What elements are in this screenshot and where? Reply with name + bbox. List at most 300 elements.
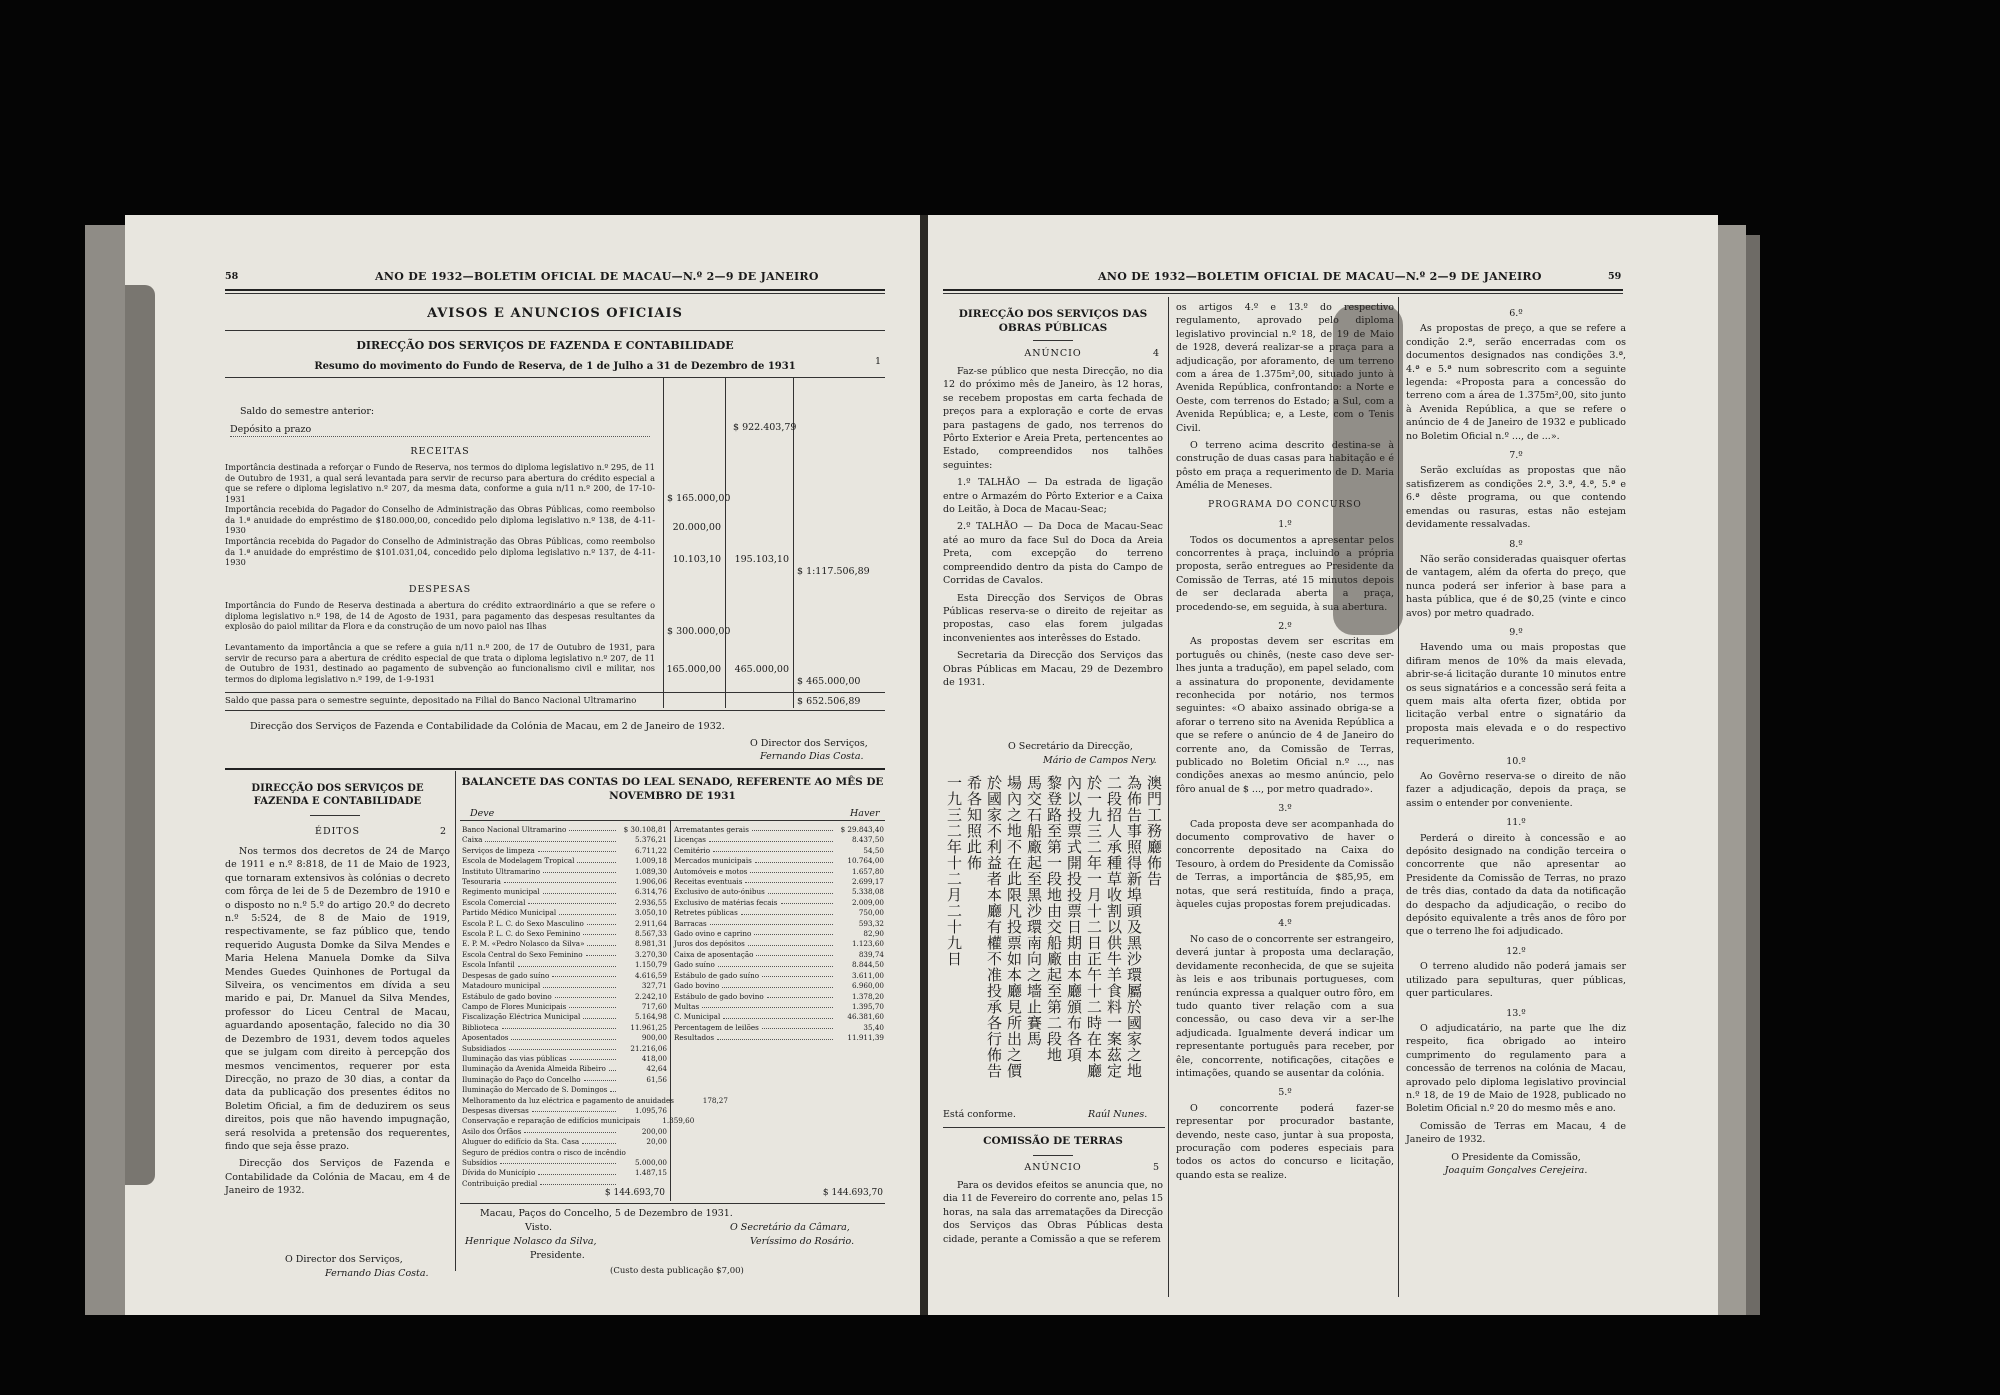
ledger-account: Dívida do Município [462,1168,536,1178]
ledger-account: Escola Infantil [462,960,515,970]
ledger-row [674,929,884,939]
dot-leader [610,1085,616,1091]
table-rule [225,692,885,693]
ledger-amount: 3.050,10 [634,908,667,918]
ledger-row [462,1012,667,1022]
ledger-account: Escola P. L. C. do Sexo Masculino [462,918,584,928]
ledger-account: Instituto Ultramarino [462,866,541,876]
table-rule [225,710,885,711]
condition-text: O terreno aludido não poderá jamais ser utilizado para sepulturas, quer públicas, quer particulares. [1406,961,1626,1000]
ledger-amount: $ 30.108,81 [623,825,667,834]
ledger-amount: 11.911,39 [847,1033,884,1043]
condition-number: 10.º [1506,755,1526,767]
obras-dept: DIRECÇÃO DOS SERVIÇOS DAS OBRAS PÚBLICAS [958,308,1148,334]
header-rule [943,289,1623,291]
dot-leader [543,867,616,873]
ledger-amount [632,1148,680,1158]
obras-paragraph: 1.º TALHÃO — Da estrada de ligação entre o Armazém do Pôrto Exterior e a Caixa do Leitão, à Doca de Macau-Seac; [943,477,1163,516]
header-rule-2 [225,293,885,294]
editos-date: Direcção dos Serviços de Fazenda e Contabilidade da Colónia de Macau, em 4 de Janeiro de 1932. [225,1158,450,1197]
ledger-account: Asilo dos Órfãos [462,1126,522,1136]
summary-title: Resumo do movimento do Fundo de Reserva, de 1 de Julho a 31 de Dezembro de 1931 [314,361,796,372]
dot-leader [528,898,616,904]
dot-leader [723,1012,833,1018]
obras-paragraph: 2.º TALHÃO — Da Doca de Macau-Seac até ao muro da face Sul do Doca da Areia Preta, com excepção do terreno compreendido dentro da pista do Campo de Corridas de Cavalos. [943,521,1163,587]
ledger-row [462,1116,695,1126]
commission-title: COMISSÃO DE TERRAS [983,1135,1123,1147]
condition-number: 8.º [1509,538,1523,550]
ledger-row [674,1033,884,1043]
ledger-amount: 42,64 [646,1064,667,1074]
ledger-row [674,898,884,908]
ledger-row [462,939,667,949]
condition-text: Todos os documentos a apresentar pelos concorrentes à praça, incluindo a própria proposta, serão entregues ao Presidente da Comissão de Terras, até 15 minutos depois de ser declarada aberta a praça, procedendo-se, em seguida, à sua abertura. [1176,534,1394,613]
ledger-account: Despesas diversas [462,1105,529,1115]
ledger-row [462,1095,728,1106]
condition-number: 3.º [1278,803,1292,815]
editos-body [225,845,450,1202]
ledger-row [462,898,667,908]
ledger-account: Subsídios [462,1158,498,1167]
balancete-title: BALANCETE DAS CONTAS DO LEAL SENADO, REFERENTE AO MÊS DE NOVEMBRO DE 1931 [461,776,884,802]
despesa-item: Importância do Fundo de Reserva destinada a abertura do crédito extraordinário a que se refere o diploma legislativo n.º 198, de 14 de Agosto de 1931, para pagamento das despesas resultantes da explosão do paiol militar da Flora e da construção de um novo paiol nas Ilhas [225,600,655,631]
ledger-row [674,919,884,929]
dot-leader [756,950,833,956]
condition-number: 4.º [1278,918,1292,930]
ledger-row [674,939,884,949]
ledger-row [462,1023,667,1033]
ledger-amount: 10.764,00 [847,856,884,866]
ledger-amount: 6.711,22 [634,845,667,855]
ledger-account: Aposentados [462,1033,509,1043]
editos-rule [310,815,360,816]
haver-list [674,825,884,1044]
ledger-account: Conservação e reparação de edifícios municipais [462,1116,641,1126]
condition-text: Não serão consideradas quaisquer ofertas de vantagem, além da oferta do preço, que nunca poderá ser inferior à base para a hasta pública, que é de $0,25 (vinte e cinco avos) por metro quadrado. [1406,553,1626,619]
header-rule [225,289,885,291]
condition-text: No caso de o concorrente ser estrangeiro, deverá juntar à proposta uma declaração, devidamente reconhecida, de que se sujeita às leis e aos tribunais portugueses, com renúncia expressa a qualquer outro fôro, em tudo quanto tiver relação com a sua concessão, ou caso deva vir a ser-lhe adjudicada. Igualmente deverá indicar um representante português para receber, por êle, concorrente, notificações, citações e intimações, quando se ausentar da colónia. [1176,933,1394,1079]
ledger-row [674,971,884,981]
ledger-account: Barracas [674,918,707,928]
condition-number: 6.º [1509,308,1523,319]
saldo-final-label: Saldo que passa para o semestre seguinte, depositado na Filial do Banco Nacional Ultramarino [225,696,637,706]
ledger-account: Tesouraria [462,877,501,887]
deposito-value: $ 922.403,79 [733,422,797,433]
condition-text: Cada proposta deve ser acompanhada do documento comprovativo de haver o concorrente depositado na Caixa do Tesouro, à ordem do Presidente da Comissão de Terras, a importância de $85,95, em notas, que será restituída, findo a praça, àqueles cujas propostas forem prejudicadas. [1176,818,1394,911]
chinese-column: 澳門工務廳佈告 [1145,775,1163,887]
saldo-label: Saldo do semestre anterior: [240,406,375,417]
dot-leader [518,960,616,966]
dot-leader [710,919,833,925]
ledger-row [674,1012,884,1022]
ledger-amount: 1.089,30 [634,866,667,876]
ledger-account: Escola Central do Sexo Feminino [462,949,583,959]
chinese-column: 希各知照此佈 [965,775,983,871]
ledger-amount: 8.437,50 [851,835,884,845]
receitas-title: RECEITAS [410,446,470,457]
dot-leader [524,1127,616,1133]
dot-leader [485,835,616,841]
ledger-row [674,835,884,845]
right-page [928,215,1718,1315]
dot-leader [713,846,833,852]
ledger-row [462,960,667,970]
dot-leader [702,1002,833,1008]
ledger-account: Iluminação das vias públicas [462,1053,567,1063]
ledger-account: Resultados [674,1033,715,1043]
dot-leader [509,1044,616,1050]
obras-number: 4 [1153,348,1160,359]
obras-paragraph: Faz-se público que nesta Direcção, no dia 12 do próximo mês de Janeiro, às 12 horas, se recebem propostas em carta fechada de preços para a exploração e corte de ervas para pastagens de gado, nos terrenos do Pôrto Exterior e Areia Preta, pertencentes ao Estado, compreendidos nos talhões seguintes: [943,366,1163,471]
ledger-amount: 1.359,60 [662,1116,695,1126]
dot-leader [543,887,616,893]
ledger-account: Estábulo de gado bovino [674,991,764,1001]
dot-leader [569,825,616,831]
dot-leader [718,960,833,966]
ledger-row [462,856,667,866]
receitas-items [225,462,655,568]
dot-leader [538,1168,616,1174]
ledger-amount: 20,00 [646,1137,667,1147]
ledger-row [674,950,884,960]
chinese-notice [943,775,1163,1105]
chinese-column: 於一九三二年一月十二日正午十二時在本廳 [1085,775,1103,1079]
page-edges [1746,235,1760,1315]
ledger-account: Fiscalização Eléctrica Municipal [462,1012,581,1022]
dot-leader [504,877,616,883]
condition-number: 12.º [1506,945,1526,957]
ledger-account: Campo de Flores Municipais [462,1001,567,1011]
dot-leader [741,908,833,914]
book-gutter [920,215,928,1315]
dot-leader [762,1023,833,1029]
signer-name: Fernando Dias Costa. [760,751,864,762]
ledger-amount: 2.009,00 [851,897,884,907]
condition-text: As propostas de preço, a que se refere a condição 2.ª, serão encerradas com os documentos designados nas condições 3.ª, 4.ª e 5.ª num sobrescrito com a seguinte legenda: «Proposta para a concessão do terreno com a área de 1.375m²,00, sito junto à Avenida República, a que se refere o anúncio de 4 de Janeiro de 1932 e publicado no Boletim Oficial n.º ..., de ...». [1406,323,1626,442]
ledger-amount: 3.270,30 [634,949,667,959]
balancete-visto: Visto. [525,1222,552,1233]
dot-leader [750,867,833,873]
ledger-account: Melhoramento da luz eléctrica e pagamento de anuidades [462,1095,674,1105]
commission-number: 5 [1153,1162,1160,1173]
ledger-row [462,877,667,887]
balancete-president-name: Henrique Nolasco da Silva, [465,1236,597,1247]
ledger-row [462,1137,667,1147]
ledger-amount: 327,71 [641,981,667,991]
chinese-column: 黎登路至第一段地由交船廠起至第二段地 [1045,775,1063,1063]
ledger-amount: 61,56 [646,1074,667,1084]
deve-total: $ 144.693,70 [604,1188,665,1198]
ledger-row [462,1044,667,1054]
chinese-column: 內以投票式開投投票日期由本廳頒布各項 [1065,775,1083,1063]
ledger-row [674,825,884,835]
despesa-item: Levantamento da importância a que se refere a guia n/11 n.º 200, de 17 de Outubro de 1931, para servir de recurso para a abertura de crédito especial de que trata o diploma legislativo n.º 207, de 11 de Outubro de 1931, destinado ao pagamento de subvenção ao funcionalismo civil e militar, nos termos do diploma legislativo n.º 199, de 1-9-1931 [225,642,655,684]
ledger-row [462,867,667,877]
receita-value: $ 165.000,00 [667,493,731,504]
ledger-amount: 2.242,10 [634,991,667,1001]
ledger-account: Iluminação do Paço do Concelho [462,1074,581,1084]
dot-leader [609,1064,616,1070]
dot-leader [781,898,834,904]
ledger-amount: 54,50 [863,845,884,855]
balancete-rule [460,820,885,821]
dot-leader [709,835,833,841]
condition-number: 1.º [1278,519,1292,531]
despesas-grand: $ 465.000,00 [797,676,861,687]
dot-leader [555,992,616,998]
condition-text: O adjudicatário, na parte que lhe diz respeito, fica obrigado ao inteiro cumprimento do regulamento para a concessão de terrenos na colónia de Macau, aprovado pelo diploma legislativo provincial n.º 18, de 19 de Maio de 1928, publicado no Boletim Oficial n.º 20 do mesmo mês e ano. [1406,1022,1626,1115]
ledger-account: Partido Médico Municipal [462,908,557,918]
ledger-account: Seguro de prédios contra o risco de incêndio [462,1147,626,1157]
dot-leader [569,1002,616,1008]
ledger-amount: 750,00 [858,908,884,918]
ledger-row [462,1148,667,1158]
ledger-amount: 11.961,25 [630,1022,667,1032]
dot-leader [570,1054,616,1060]
condition-text: As propostas devem ser escritas em português ou chinês, (neste caso deve ser-lhes junta a tradução), em papel selado, com a assinatura do proponente, devidamente reconhecida por notário, nos termos seguintes: «O abaixo assinado obriga-se a aforar o terreno sito na Avenida República a que se refere o anúncio de 4 de Janeiro do corrente ano, da Comissão de Terras, publicado no Boletim Oficial n.º ..., nas condições anexas ao mesmo anúncio, pelo fôro anual de $ ..., por metro quadrado». [1176,636,1394,795]
ledger-amount: 593,32 [858,918,884,928]
dot-leader [767,992,833,998]
ledger-amount: 21.216,06 [630,1043,667,1053]
ledger-account: Escola Comercial [462,897,526,907]
receitas-grand: $ 1:117.506,89 [797,566,870,577]
dot-leader [587,939,616,945]
ledger-row [462,1158,667,1168]
ledger-row [674,887,884,897]
ledger-account: Iluminação do Mercado de S. Domingos [462,1085,608,1095]
commission-body [943,1179,1163,1250]
condition-text: Perderá o direito à concessão e ao depósito designado na condição terceira o concorrente que não apresentar ao Presidente da Comissão de Terras, no prazo de três dias, contado da data da notificação do despacho da adjudicação, o recibo do depósito equivalente a três anos de fôro por que o terreno lhe foi adjudicado. [1406,832,1626,938]
ledger-account: Multas [674,1001,700,1011]
ledger-amount: 46.381,60 [847,1012,884,1022]
ledger-amount: 839,74 [858,949,884,959]
column-divider [1168,297,1169,1297]
dot-leader [755,856,833,862]
condition-number: 11.º [1506,817,1526,829]
programa-title: PROGRAMA DO CONCURSO [1208,499,1362,510]
saldo-final-value: $ 652.506,89 [797,696,861,707]
terras-date: Comissão de Terras em Macau, 4 de Janeiro de 1932. [1406,1120,1626,1146]
ledger-row [462,825,667,835]
condition-number: 13.º [1506,1007,1526,1019]
programa-items [1406,307,1626,1116]
receita-item: Importância recebida do Pagador do Conselho de Administração das Obras Públicas, como reembolso da 1.ª anuidade do empréstimo de $180.000,00, concedido pelo diploma legislativo n.º 138, de 4-11-1930 [225,504,655,535]
ledger-account: Despesas de gado suíno [462,970,550,980]
ledger-account: Estábulo de gado suíno [674,970,760,980]
obras-signer-name: Mário de Campos Nery. [1043,755,1157,766]
ledger-account: Gado bovino [674,981,720,991]
ledger-amount: 8.567,33 [634,929,667,939]
dot-leader [754,929,833,935]
ledger-row [462,992,667,1002]
deposito-label: Depósito a prazo [230,423,650,437]
dot-leader [582,1137,616,1143]
header-rule-2 [943,293,1623,294]
page-edges [85,225,125,1315]
ledger-row [462,981,667,991]
ledger-row [462,887,667,897]
ledger-account: Exclusivo de matérias fecais [674,897,778,907]
chinese-column: 為佈告事照得新埠頭及黑沙環屬於國家之地 [1125,775,1143,1079]
ledger-amount: 5.338,08 [851,887,884,897]
ledger-amount: 1.378,20 [851,991,884,1001]
ledger-account: Gado suíno [674,960,715,970]
ledger-account: Escola P. L. C. do Sexo Feminino [462,929,581,939]
ledger-row [462,929,667,939]
ledger-amount: 8.844,50 [851,960,884,970]
ledger-amount: 1.906,06 [634,877,667,887]
ledger-row [462,950,667,960]
chinese-column: 於國家不利益者本廳有權不准投承各行佈告 [985,775,1003,1079]
page-edges [1718,225,1746,1315]
despesas-title: DESPESAS [408,584,472,595]
ledger-row [674,960,884,970]
table-divider [663,378,664,708]
dot-leader [586,950,616,956]
receita-value: 20.000,00 [672,522,721,533]
ledger-account: Estábulo de gado bovino [462,991,552,1001]
condition-number: 7.º [1509,450,1523,462]
ledger-account: E. P. M. «Pedro Nolasco da Silva» [462,939,585,949]
dot-leader [748,939,833,945]
table-divider [725,378,726,708]
ledger-account: Escola de Modelagem Tropical [462,856,575,866]
terras-signer-title: O Presidente da Comissão, [1451,1151,1581,1163]
chinese-column: 場內之地不在此限凡投票如本廳見所出之價 [1005,775,1023,1079]
ledger-row [462,835,667,845]
chinese-column: 馬交石船廠起至黑沙環南向之墻止賽馬 [1025,775,1043,1047]
balancete-deve: Deve [470,808,495,819]
dot-leader [752,825,833,831]
dot-leader [540,1179,616,1185]
receita-item: Importância destinada a reforçar o Fundo de Reserva, nos termos do diploma legislativo n.º 295, de 11 de Outubro de 1931, a qual será levantada para servir de recurso para abertura do crédito especial a que se refere o diploma legislativo n.º 207, da mesma data, conforme a guia n/11 n.º 200, de 17-10-1931 [225,462,655,504]
ledger-account: Matadouro municipal [462,981,541,991]
haver-total: $ 144.693,70 [822,1188,883,1198]
ledger-amount: 35,40 [863,1022,884,1032]
ledger-amount: 1.123,60 [851,939,884,949]
despesas-total: 465.000,00 [734,664,789,675]
ledger-account: Iluminação da Avenida Almeida Ribeiro [462,1064,606,1074]
dot-leader [583,1012,616,1018]
ledger-amount: 1.150,79 [634,960,667,970]
date-line: Direcção dos Serviços de Fazenda e Contabilidade da Colónia de Macau, em 2 de Janeiro de 1932. [250,721,725,732]
dot-leader [768,887,833,893]
ledger-account: Arrematantes gerais [674,825,749,834]
dot-leader [500,1158,616,1164]
obras-rule [1033,340,1073,341]
running-head: ANO DE 1932—BOLETIM OFICIAL DE MACAU—N.º 2—9 DE JANEIRO [1098,270,1542,283]
ledger-row [674,981,884,991]
editos-signer-name: Fernando Dias Costa. [325,1268,429,1279]
ledger-row [674,856,884,866]
ledger-amount: 2.699,17 [851,877,884,887]
ledger-account: Retretes públicas [674,908,738,918]
ledger-account: Gado ovino e caprino [674,929,752,939]
page-number: 59 [1608,271,1622,282]
ledger-amount: 900,00 [641,1033,667,1043]
ledger-row [674,1023,884,1033]
terras-paragraph: os artigos 4.º e 13.º do respectivo regulamento, aprovado pelo diploma legislativo provincial n.º 18, de 19 de Maio de 1928, deverá realizar-se a praça para a adjudicação, por aforamento, de um terreno com a área de 1.375m²,00, situado junto à Avenida República, confrontando: a Norte e Oeste, com terrenos do Estado; a Sul, com a Avenida República; e, a Leste, com o Tenis Civil. [1176,302,1394,434]
obras-subtitle: ANÚNCIO [1024,348,1082,359]
dot-leader [722,981,833,987]
condition-text: O concorrente poderá fazer-se representar por procurador bastante, devendo, neste caso, juntar à sua proposta, procuração com poderes especiais para todos os actos do concurso e licitação, quando esta se realize. [1176,1102,1394,1181]
commission-rule [1033,1155,1073,1156]
balancete-secretary-title: O Secretário da Câmara, [730,1222,850,1233]
balancete-rule [460,1203,885,1204]
condition-number: 2.º [1278,620,1292,632]
ledger-amount: 178,27 [702,1095,728,1105]
receita-value: 10.103,10 [672,554,721,565]
ledger-account: Cemitério [674,845,711,855]
section-rule [943,1127,1165,1128]
ledger-amount: 1.487,15 [634,1168,667,1178]
despesa-value: 165.000,00 [666,664,721,675]
signer-title: O Director dos Serviços, [750,738,868,749]
dot-leader [584,1075,616,1081]
dept-title: DIRECÇÃO DOS SERVIÇOS DE FAZENDA E CONTABILIDADE [356,339,734,352]
ledger-amount: 1.395,70 [851,1001,884,1011]
conforme-name: Raúl Nunes. [1088,1109,1148,1120]
ledger-account: Juros dos depósitos [674,939,745,949]
ledger-row [462,1075,667,1085]
chinese-column: 一九三二年十二月二十九日 [945,775,963,967]
ledger-amount: 1.009,18 [634,856,667,866]
obras-paragraph: Secretaria da Direcção dos Serviços das Obras Públicas em Macau, 29 de Dezembro de 1931. [943,650,1163,688]
ledger-row [462,971,667,981]
section-rule [225,768,885,770]
dot-leader [583,929,616,935]
ledger-account: Caixa [462,835,483,845]
ledger-amount: 717,60 [641,1001,667,1011]
column-divider [455,771,456,1271]
receita-item: Importância recebida do Pagador do Conselho de Administração das Obras Públicas, como reembolso da 1.ª anuidade do empréstimo de $101.031,04, concedido pelo diploma legislativo n.º 137, de 4-11-1930 [225,536,655,567]
ledger-amount: 1.095,76 [634,1105,667,1115]
ledger-amount: 5.376,21 [634,835,667,845]
ledger-row [462,919,667,929]
editos-number: 2 [440,826,447,837]
ledger-amount [619,1085,667,1095]
condition-number: 9.º [1509,626,1523,638]
conforme: Está conforme. [943,1109,1016,1120]
ledger-account: Percentagem de leilões [674,1022,759,1032]
ledger-account: C. Municipal [674,1012,721,1022]
dot-leader [552,971,616,977]
dot-leader [511,1033,616,1039]
ledger-row [462,1064,667,1074]
ledger-amount: 6.314,76 [634,887,667,897]
ledger-account: Caixa de aposentação [674,949,754,959]
balancete-divider [670,821,671,1201]
dot-leader [543,981,616,987]
ledger-row [674,908,884,918]
ledger-amount: 200,00 [641,1126,667,1136]
ledger-account: Receitas eventuais [674,877,743,887]
section-rule [225,330,885,331]
ledger-amount: $ 29.843,40 [840,825,884,834]
ledger-amount: 8.981,31 [634,939,667,949]
cost-note: (Custo desta publicação $7,00) [610,1266,744,1276]
ledger-row [674,992,884,1002]
condition-text: Serão excluídas as propostas que não satisfizerem as condições 2.ª, 3.ª, 4.ª, 5.ª e 6.ª dêste programa, ou que contendo emendas ou rasuras, estas não estejam devidamente ressalvadas. [1406,465,1626,531]
ledger-account: Contribuição predial [462,1178,538,1188]
terras-signer-name: Joaquim Gonçalves Cerejeira. [1444,1164,1588,1176]
balancete-place-date: Macau, Paços do Concelho, 5 de Dezembro de 1931. [480,1208,733,1219]
ledger-account: Automóveis e motos [674,866,748,876]
ledger-row [462,1106,667,1116]
ledger-amount: 82,90 [863,929,884,939]
left-page [125,215,920,1315]
obras-signer-title: O Secretário da Direcção, [1008,741,1133,752]
